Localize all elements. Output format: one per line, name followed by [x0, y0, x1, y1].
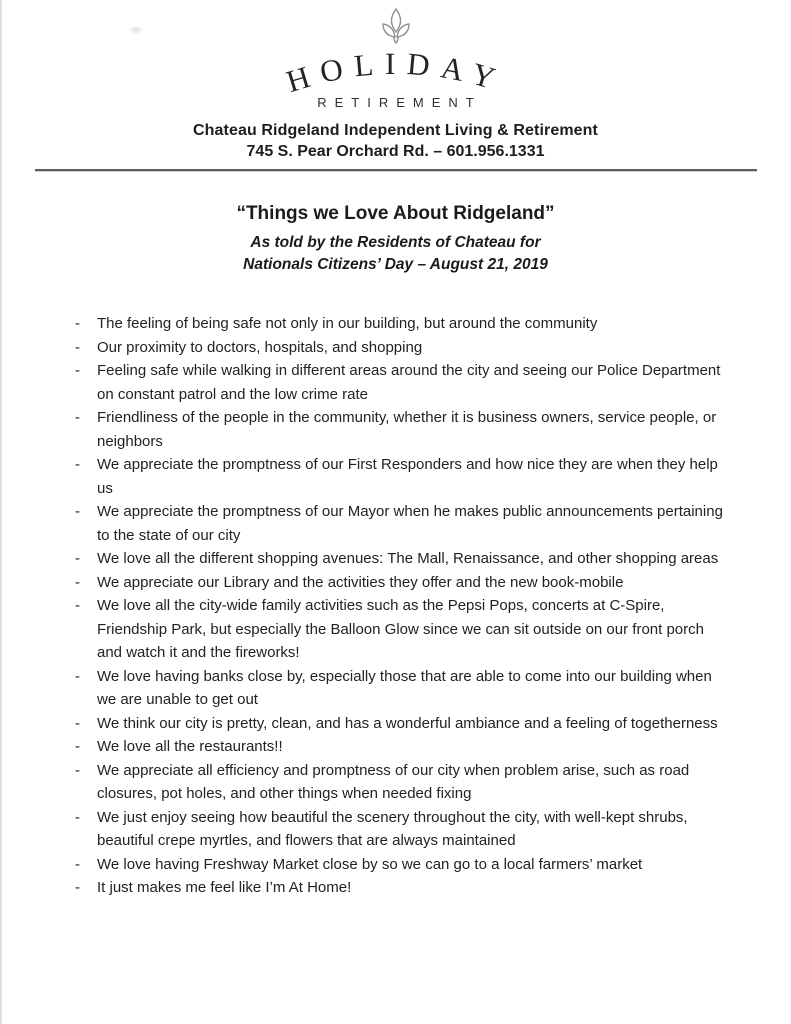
- list-item-text: We love all the city-wide family activities such as the Pepsi Pops, concerts at C-Spire, Friendship Park, but especially the Balloon Glow since we can sit outside on our front porch and watch it and the fireworks!: [97, 597, 704, 661]
- dash-bullet: -: [75, 667, 80, 685]
- dash-bullet: -: [75, 362, 80, 379]
- list-item-text: We appreciate all efficiency and promptness of our city when problem arise, such as road closures, pot holes, and other things when needed fixing: [97, 761, 690, 802]
- lotus-icon: [373, 7, 419, 45]
- document-title: “Things we Love About Ridgeland”: [236, 203, 555, 224]
- list-item-text: We love all the different shopping avenues: The Mall, Renaissance, and other shopping areas: [97, 550, 719, 567]
- list-item: [73, 453, 733, 500]
- letterhead: [0, 0, 791, 161]
- list-item: [73, 336, 733, 360]
- title-block: [0, 203, 791, 276]
- list-item: [73, 406, 733, 453]
- dash-bullet: -: [75, 573, 80, 591]
- list-item-text: We love having Freshway Market close by so we can go to a local farmers’ market: [97, 855, 643, 873]
- scan-edge-artifact: [0, 0, 2, 1024]
- list-item: [73, 806, 733, 853]
- dash-bullet: -: [75, 879, 80, 896]
- subbrand-text: RETIREMENT: [317, 95, 482, 110]
- list-item-text: The feeling of being safe not only in our building, but around the community: [97, 315, 598, 332]
- list-item-text: We appreciate the promptness of our Mayor when he makes public announcements pertaining to the state of our city: [97, 503, 723, 544]
- svg-text:HOLIDAY: [282, 46, 509, 99]
- dash-bullet: -: [75, 597, 80, 614]
- things-we-love-list: [0, 312, 791, 900]
- dash-bullet: -: [75, 503, 80, 520]
- community-name: Chateau Ridgeland Independent Living & Retirement: [193, 122, 598, 139]
- header-divider: [35, 169, 757, 172]
- list-item: [73, 312, 733, 336]
- list-item-text: It just makes me feel like I’m At Home!: [97, 879, 352, 896]
- dash-bullet: -: [75, 855, 80, 873]
- list-item: [73, 712, 733, 736]
- list-item-text: Our proximity to doctors, hospitals, and shopping: [97, 338, 423, 356]
- list-item-text: We appreciate our Library and the activities they offer and the new book-mobile: [97, 573, 624, 591]
- list-item-text: We just enjoy seeing how beautiful the scenery throughout the city, with well-kept shrubs, beautiful crepe myrtles, and flowers that are always maintained: [97, 808, 688, 849]
- list-item: [73, 735, 733, 759]
- scan-smudge-artifact: [131, 27, 141, 33]
- list-item: [73, 594, 733, 665]
- subtitle-line-1: As told by the Residents of Chateau for: [250, 234, 541, 251]
- address-phone-line: 745 S. Pear Orchard Rd. – 601.956.1331: [246, 143, 545, 160]
- list-item-text: We think our city is pretty, clean, and has a wonderful ambiance and a feeling of togetherness: [97, 714, 718, 732]
- list-item-text: We appreciate the promptness of our First Responders and how nice they are when they help us: [97, 456, 718, 497]
- list-item-text: We love having banks close by, especially those that are able to come into our building when we are unable to get out: [97, 667, 712, 708]
- list-item: [73, 853, 733, 877]
- list-item: [73, 571, 733, 595]
- dash-bullet: -: [75, 315, 80, 332]
- list-item-text: Friendliness of the people in the community, whether it is business owners, service people, or neighbors: [97, 409, 717, 450]
- list-item: [73, 759, 733, 806]
- list-item: [73, 876, 733, 900]
- dash-bullet: -: [75, 456, 80, 473]
- list-item: [73, 359, 733, 406]
- dash-bullet: -: [75, 714, 80, 732]
- dash-bullet: -: [75, 738, 80, 755]
- dash-bullet: -: [75, 338, 80, 356]
- list-item: [73, 547, 733, 571]
- dash-bullet: -: [75, 409, 80, 426]
- list-item-text: Feeling safe while walking in different areas around the city and seeing our Police Department on constant patrol and the low crime rate: [97, 362, 721, 403]
- list-item: [73, 665, 733, 712]
- brand-text: HOLIDAY: [281, 45, 510, 100]
- dash-bullet: -: [75, 550, 80, 567]
- list-item-text: We love all the restaurants!!: [97, 738, 283, 755]
- dash-bullet: -: [75, 761, 80, 779]
- list-item: [73, 500, 733, 547]
- subtitle-line-2: Nationals Citizens’ Day – August 21, 2019: [243, 256, 548, 273]
- dash-bullet: -: [75, 808, 80, 826]
- document-subtitle: [0, 232, 791, 276]
